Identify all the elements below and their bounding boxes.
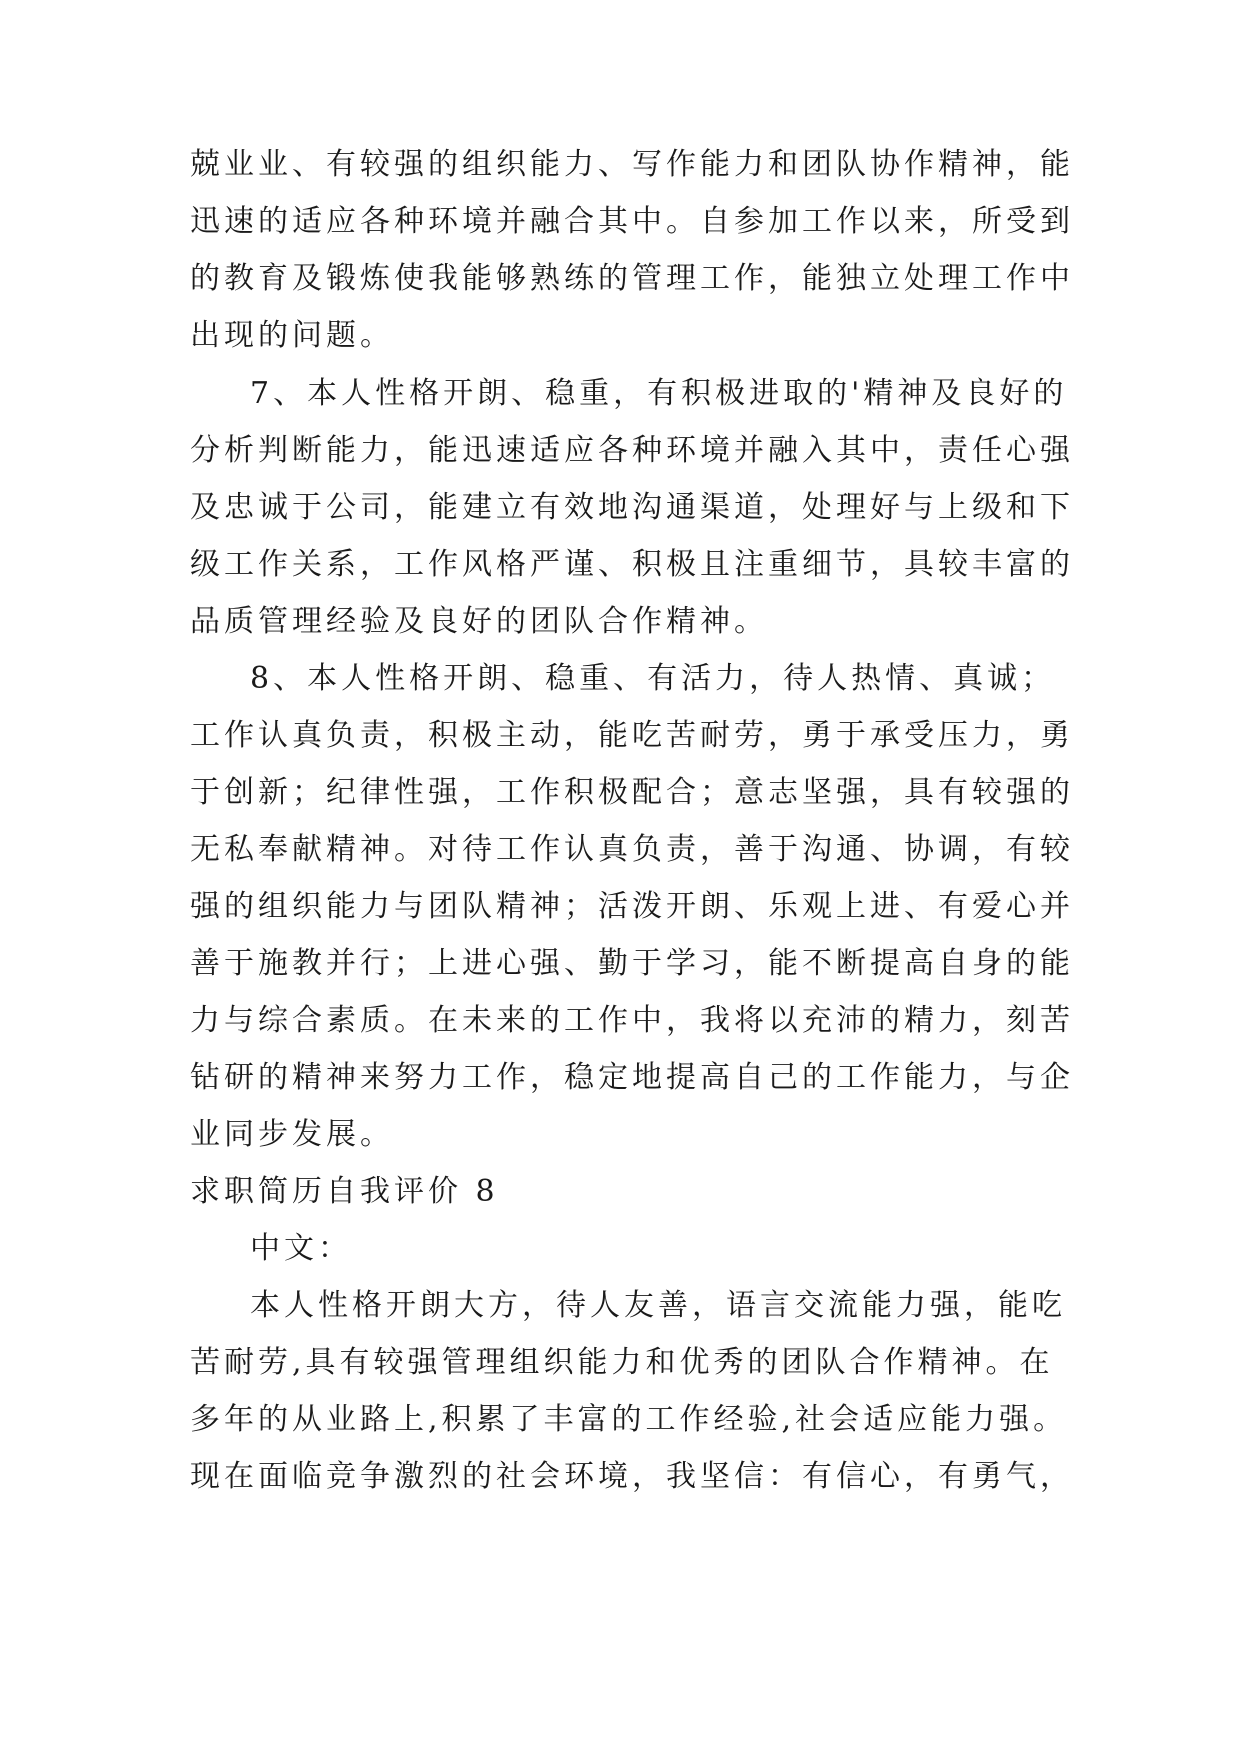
paragraph-line: 分析判断能力，能迅速适应各种环境并融入其中，责任心强 [190,433,1074,468]
paragraph-line: 本人性格开朗大方，待人友善，语言交流能力强，能吃 [250,1288,1066,1323]
section-heading: 求职简历自我评价 8 [190,1174,499,1209]
paragraph-line: 出现的问题。 [190,318,394,353]
paragraph-line: 工作认真负责，积极主动，能吃苦耐劳，勇于承受压力，勇 [190,718,1074,753]
paragraph-line: 苦耐劳,具有较强管理组织能力和优秀的团队合作精神。在 [190,1345,1054,1380]
paragraph-line: 的教育及锻炼使我能够熟练的管理工作，能独立处理工作中 [190,261,1074,296]
paragraph-line: 业同步发展。 [190,1117,394,1152]
paragraph-line: 级工作关系，工作风格严谨、积极且注重细节，具较丰富的 [190,547,1074,582]
paragraph-line: 无私奉献精神。对待工作认真负责，善于沟通、协调，有较 [190,832,1074,867]
paragraph-line: 8、本人性格开朗、稳重、有活力，待人热情、真诚； [250,661,1056,696]
paragraph-line: 7、本人性格开朗、稳重，有积极进取的'精神及良好的 [250,376,1068,411]
paragraph-line: 现在面临竞争激烈的社会环境，我坚信：有信心，有勇气， [190,1459,1074,1494]
paragraph-line: 强的组织能力与团队精神；活泼开朗、乐观上进、有爱心并 [190,889,1074,924]
paragraph-line: 及忠诚于公司，能建立有效地沟通渠道，处理好与上级和下 [190,490,1074,525]
paragraph-line: 善于施教并行；上进心强、勤于学习，能不断提高自身的能 [190,946,1074,981]
paragraph-line: 多年的从业路上,积累了丰富的工作经验,社会适应能力强。 [190,1402,1068,1437]
paragraph-line: 力与综合素质。在未来的工作中，我将以充沛的精力，刻苦 [190,1003,1074,1038]
paragraph-line: 钻研的精神来努力工作，稳定地提高自己的工作能力，与企 [190,1060,1074,1095]
paragraph-line: 兢业业、有较强的组织能力、写作能力和团队协作精神，能 [190,147,1074,182]
paragraph-line: 中文： [250,1231,352,1266]
paragraph-line: 于创新；纪律性强，工作积极配合；意志坚强，具有较强的 [190,775,1074,810]
paragraph-line: 品质管理经验及良好的团队合作精神。 [190,604,768,639]
paragraph-line: 迅速的适应各种环境并融合其中。自参加工作以来，所受到 [190,204,1074,239]
